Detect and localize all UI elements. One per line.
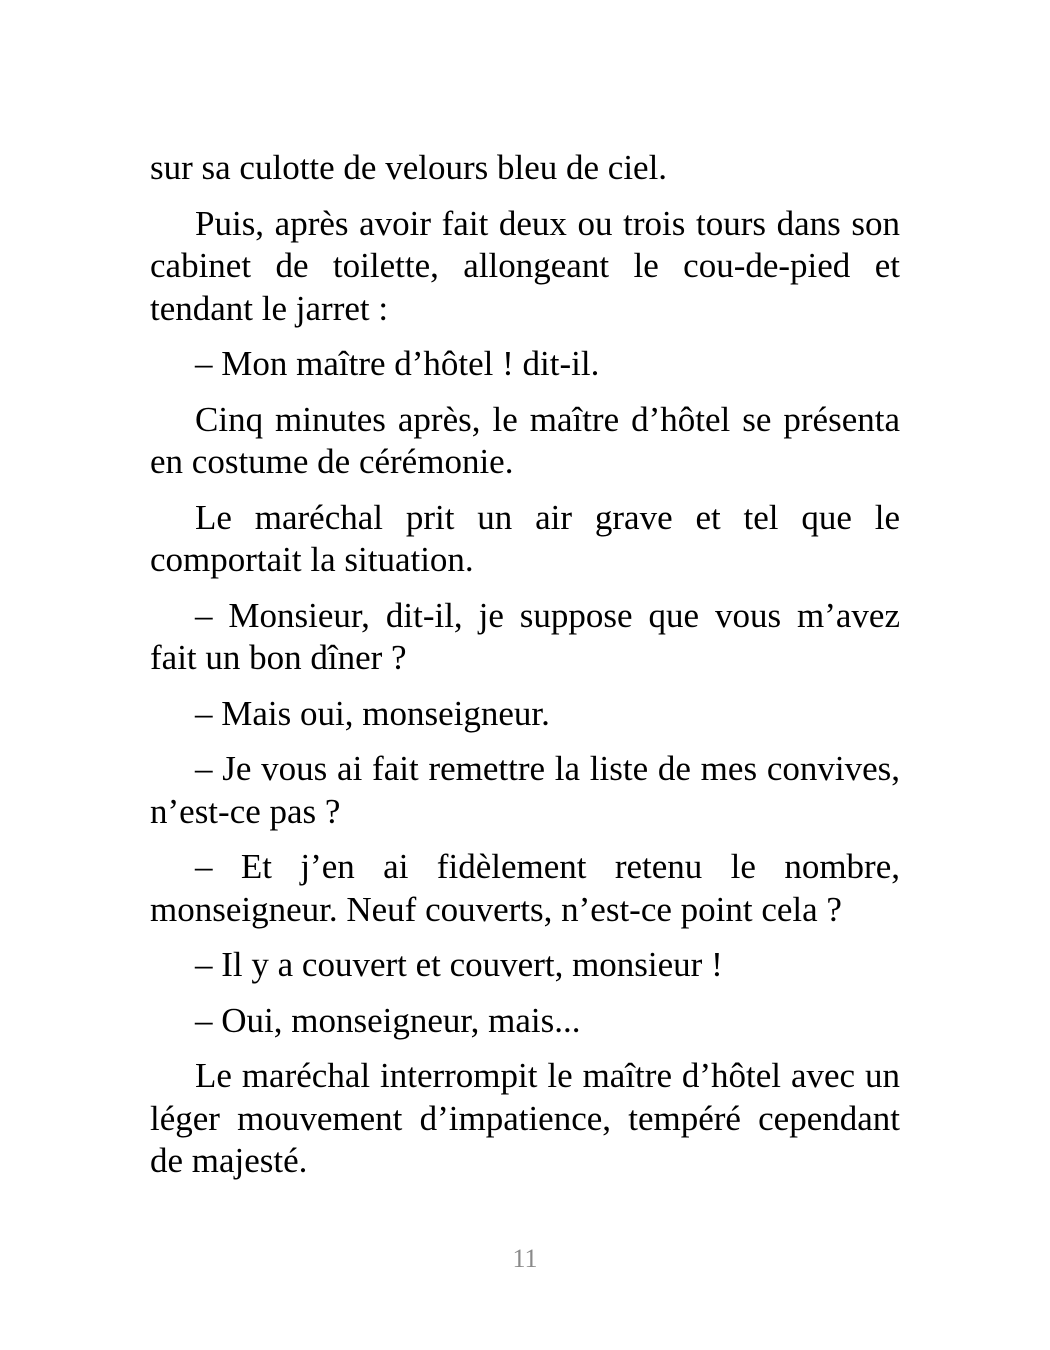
paragraph-3: – Mon maître d’hôtel ! dit-il.	[195, 344, 600, 383]
paragraph-12: Le maréchal interrompit le maître d’hôtel avec un léger mouvement d’impatience, tempéré cependant de majesté.	[150, 1056, 900, 1180]
paragraph-1: sur sa culotte de velours bleu de ciel.	[150, 148, 668, 187]
paragraph-8: – Je vous ai fait remettre la liste de mes convives, n’est-ce pas ?	[150, 749, 900, 831]
page-number: 11	[512, 1244, 538, 1273]
page-body	[150, 147, 900, 1196]
paragraph-11: – Oui, monseigneur, mais...	[195, 1000, 581, 1040]
paragraph-9: – Et j’en ai fidèlement retenu le nombre, monseigneur. Neuf couverts, n’est-ce point cela ?	[150, 847, 900, 929]
paragraph-5: Le maréchal prit un air grave et tel que le comportait la situation.	[150, 497, 900, 579]
paragraph-4: Cinq minutes après, le maître d’hôtel se présenta en costume de cérémonie.	[150, 399, 900, 481]
paragraph-6: – Monsieur, dit-il, je suppose que vous m’avez fait un bon dîner ?	[150, 595, 900, 677]
paragraph-2: Puis, après avoir fait deux ou trois tours dans son cabinet de toilette, allongeant le cou-de-pied et tendant le jarret :	[150, 203, 900, 328]
paragraph-10: – Il y a couvert et couvert, monsieur !	[195, 945, 723, 984]
paragraph-7: – Mais oui, monseigneur.	[195, 693, 550, 733]
